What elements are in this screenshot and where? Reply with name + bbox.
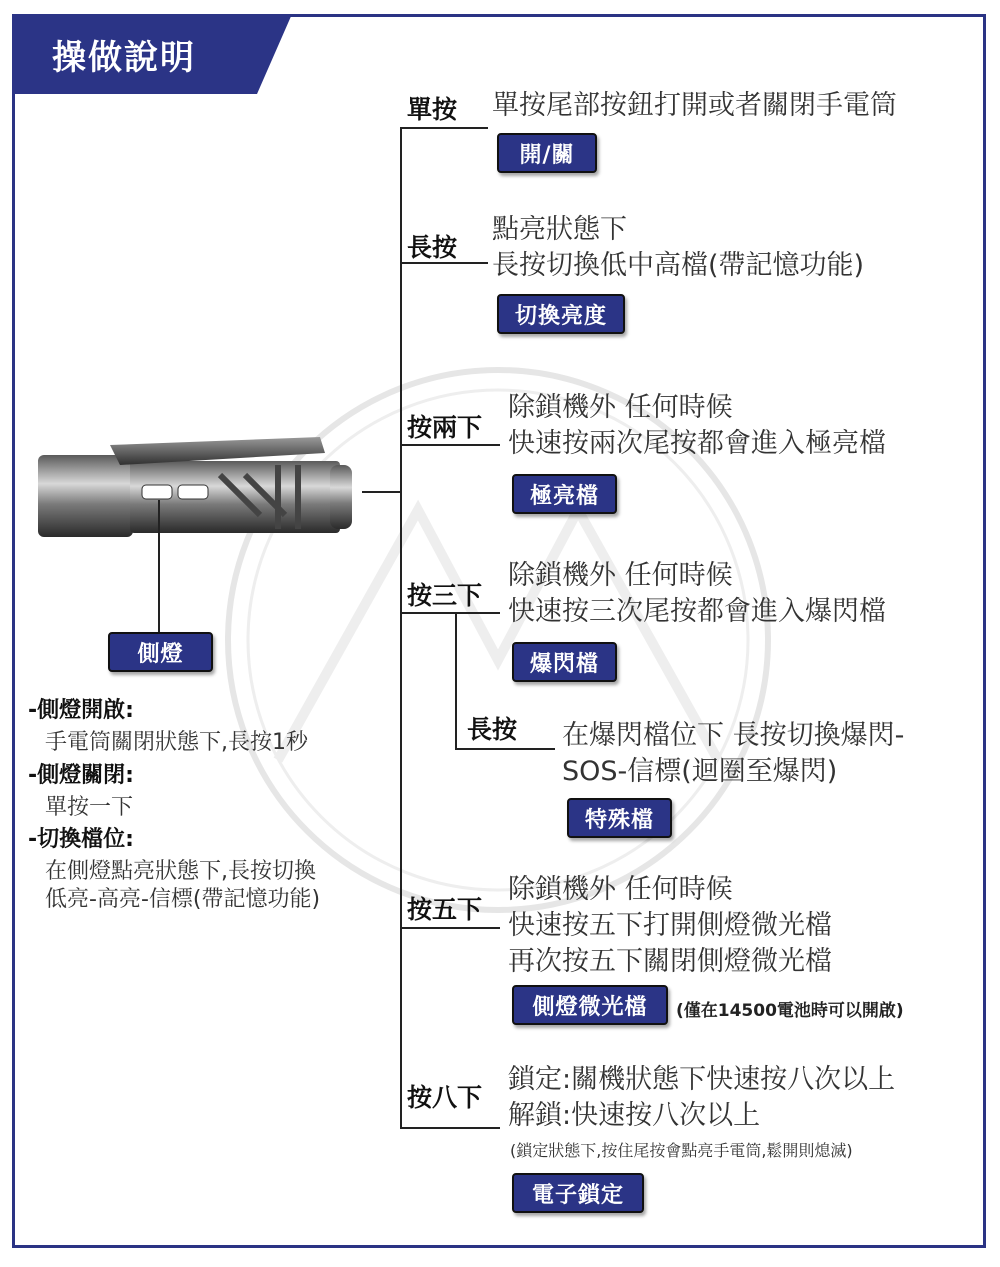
branch-line <box>400 927 500 929</box>
flashlight-to-tree-line <box>362 491 402 493</box>
op-double-press-key: 按兩下 <box>407 413 483 442</box>
desc-line: 鎖定:關機狀態下快速按八次以上 <box>508 1064 896 1095</box>
desc-line: 除鎖機外 任何時候 <box>508 874 733 905</box>
side-light-switch-text-2: 低亮-高亮-信標(帶記憶功能) <box>45 887 321 912</box>
desc-line: 快速按五下打開側燈微光檔 <box>508 910 832 941</box>
side-light-switch-title: -切換檔位: <box>28 827 134 852</box>
desc-line: SOS-信標(迴圈至爆閃) <box>562 756 838 787</box>
tree-trunk <box>400 127 402 1127</box>
op-triple-press-desc <box>508 558 886 630</box>
desc-line: 除鎖機外 任何時候 <box>508 560 733 591</box>
desc-line: 點亮狀態下 <box>492 214 627 245</box>
switch-brightness-button[interactable]: 切換亮度 <box>497 294 625 334</box>
op-single-press-desc <box>492 88 897 124</box>
sub-branch-trunk <box>455 612 457 748</box>
op-single-press-key: 單按 <box>407 95 458 124</box>
special-mode-button[interactable]: 特殊檔 <box>567 798 672 838</box>
op-long-press-key: 長按 <box>407 233 458 262</box>
op-long-press-desc <box>492 212 864 284</box>
side-light-on-text: 手電筒關閉狀態下,長按1秒 <box>45 730 308 755</box>
side-light-button[interactable]: 側燈 <box>108 632 213 672</box>
side-light-connector <box>158 500 160 632</box>
on-off-button[interactable]: 開/關 <box>497 133 597 173</box>
page-title: 操做說明 <box>52 38 196 78</box>
op-strobe-long-press-key: 長按 <box>467 715 518 744</box>
desc-line: 除鎖機外 任何時候 <box>508 392 733 423</box>
branch-line <box>400 612 500 614</box>
op-triple-press-key: 按三下 <box>407 581 483 610</box>
strobe-mode-button[interactable]: 爆閃檔 <box>512 642 617 682</box>
desc-line: 再次按五下關閉側燈微光檔 <box>508 946 832 977</box>
turbo-mode-button[interactable]: 極亮檔 <box>512 474 617 514</box>
side-light-off-text: 單按一下 <box>45 795 134 820</box>
branch-line <box>400 127 488 129</box>
branch-line <box>400 444 500 446</box>
side-light-switch-text-1: 在側燈點亮狀態下,長按切換 <box>45 859 316 884</box>
op-strobe-long-press-desc <box>562 718 904 790</box>
op-double-press-desc <box>508 390 886 462</box>
battery-note: (僅在14500電池時可以開啟) <box>676 1001 904 1021</box>
op-eight-press-desc <box>508 1062 895 1134</box>
op-five-press-key: 按五下 <box>407 895 483 924</box>
branch-line <box>400 1127 500 1129</box>
desc-line: 在爆閃檔位下 長按切換爆閃- <box>562 720 905 751</box>
sub-branch-line <box>455 748 555 750</box>
desc-line: 長按切換低中高檔(帶記憶功能) <box>492 250 865 281</box>
op-eight-press-key: 按八下 <box>407 1083 483 1112</box>
side-light-on-title: -側燈開啟: <box>28 698 134 723</box>
lockout-note: (鎖定狀態下,按住尾按會點亮手電筒,鬆開則熄滅) <box>510 1141 853 1160</box>
desc-line: 解鎖:快速按八次以上 <box>508 1100 761 1131</box>
side-moonlight-button[interactable]: 側燈微光檔 <box>512 985 668 1025</box>
desc-line: 快速按兩次尾按都會進入極亮檔 <box>508 428 886 459</box>
desc-line: 單按尾部按鈕打開或者關閉手電筒 <box>492 90 897 121</box>
desc-line: 快速按三次尾按都會進入爆閃檔 <box>508 596 886 627</box>
flashlight-icon <box>30 425 360 550</box>
op-five-press-desc <box>508 872 832 980</box>
electronic-lock-button[interactable]: 電子鎖定 <box>512 1173 644 1213</box>
side-light-off-title: -側燈關閉: <box>28 763 134 788</box>
